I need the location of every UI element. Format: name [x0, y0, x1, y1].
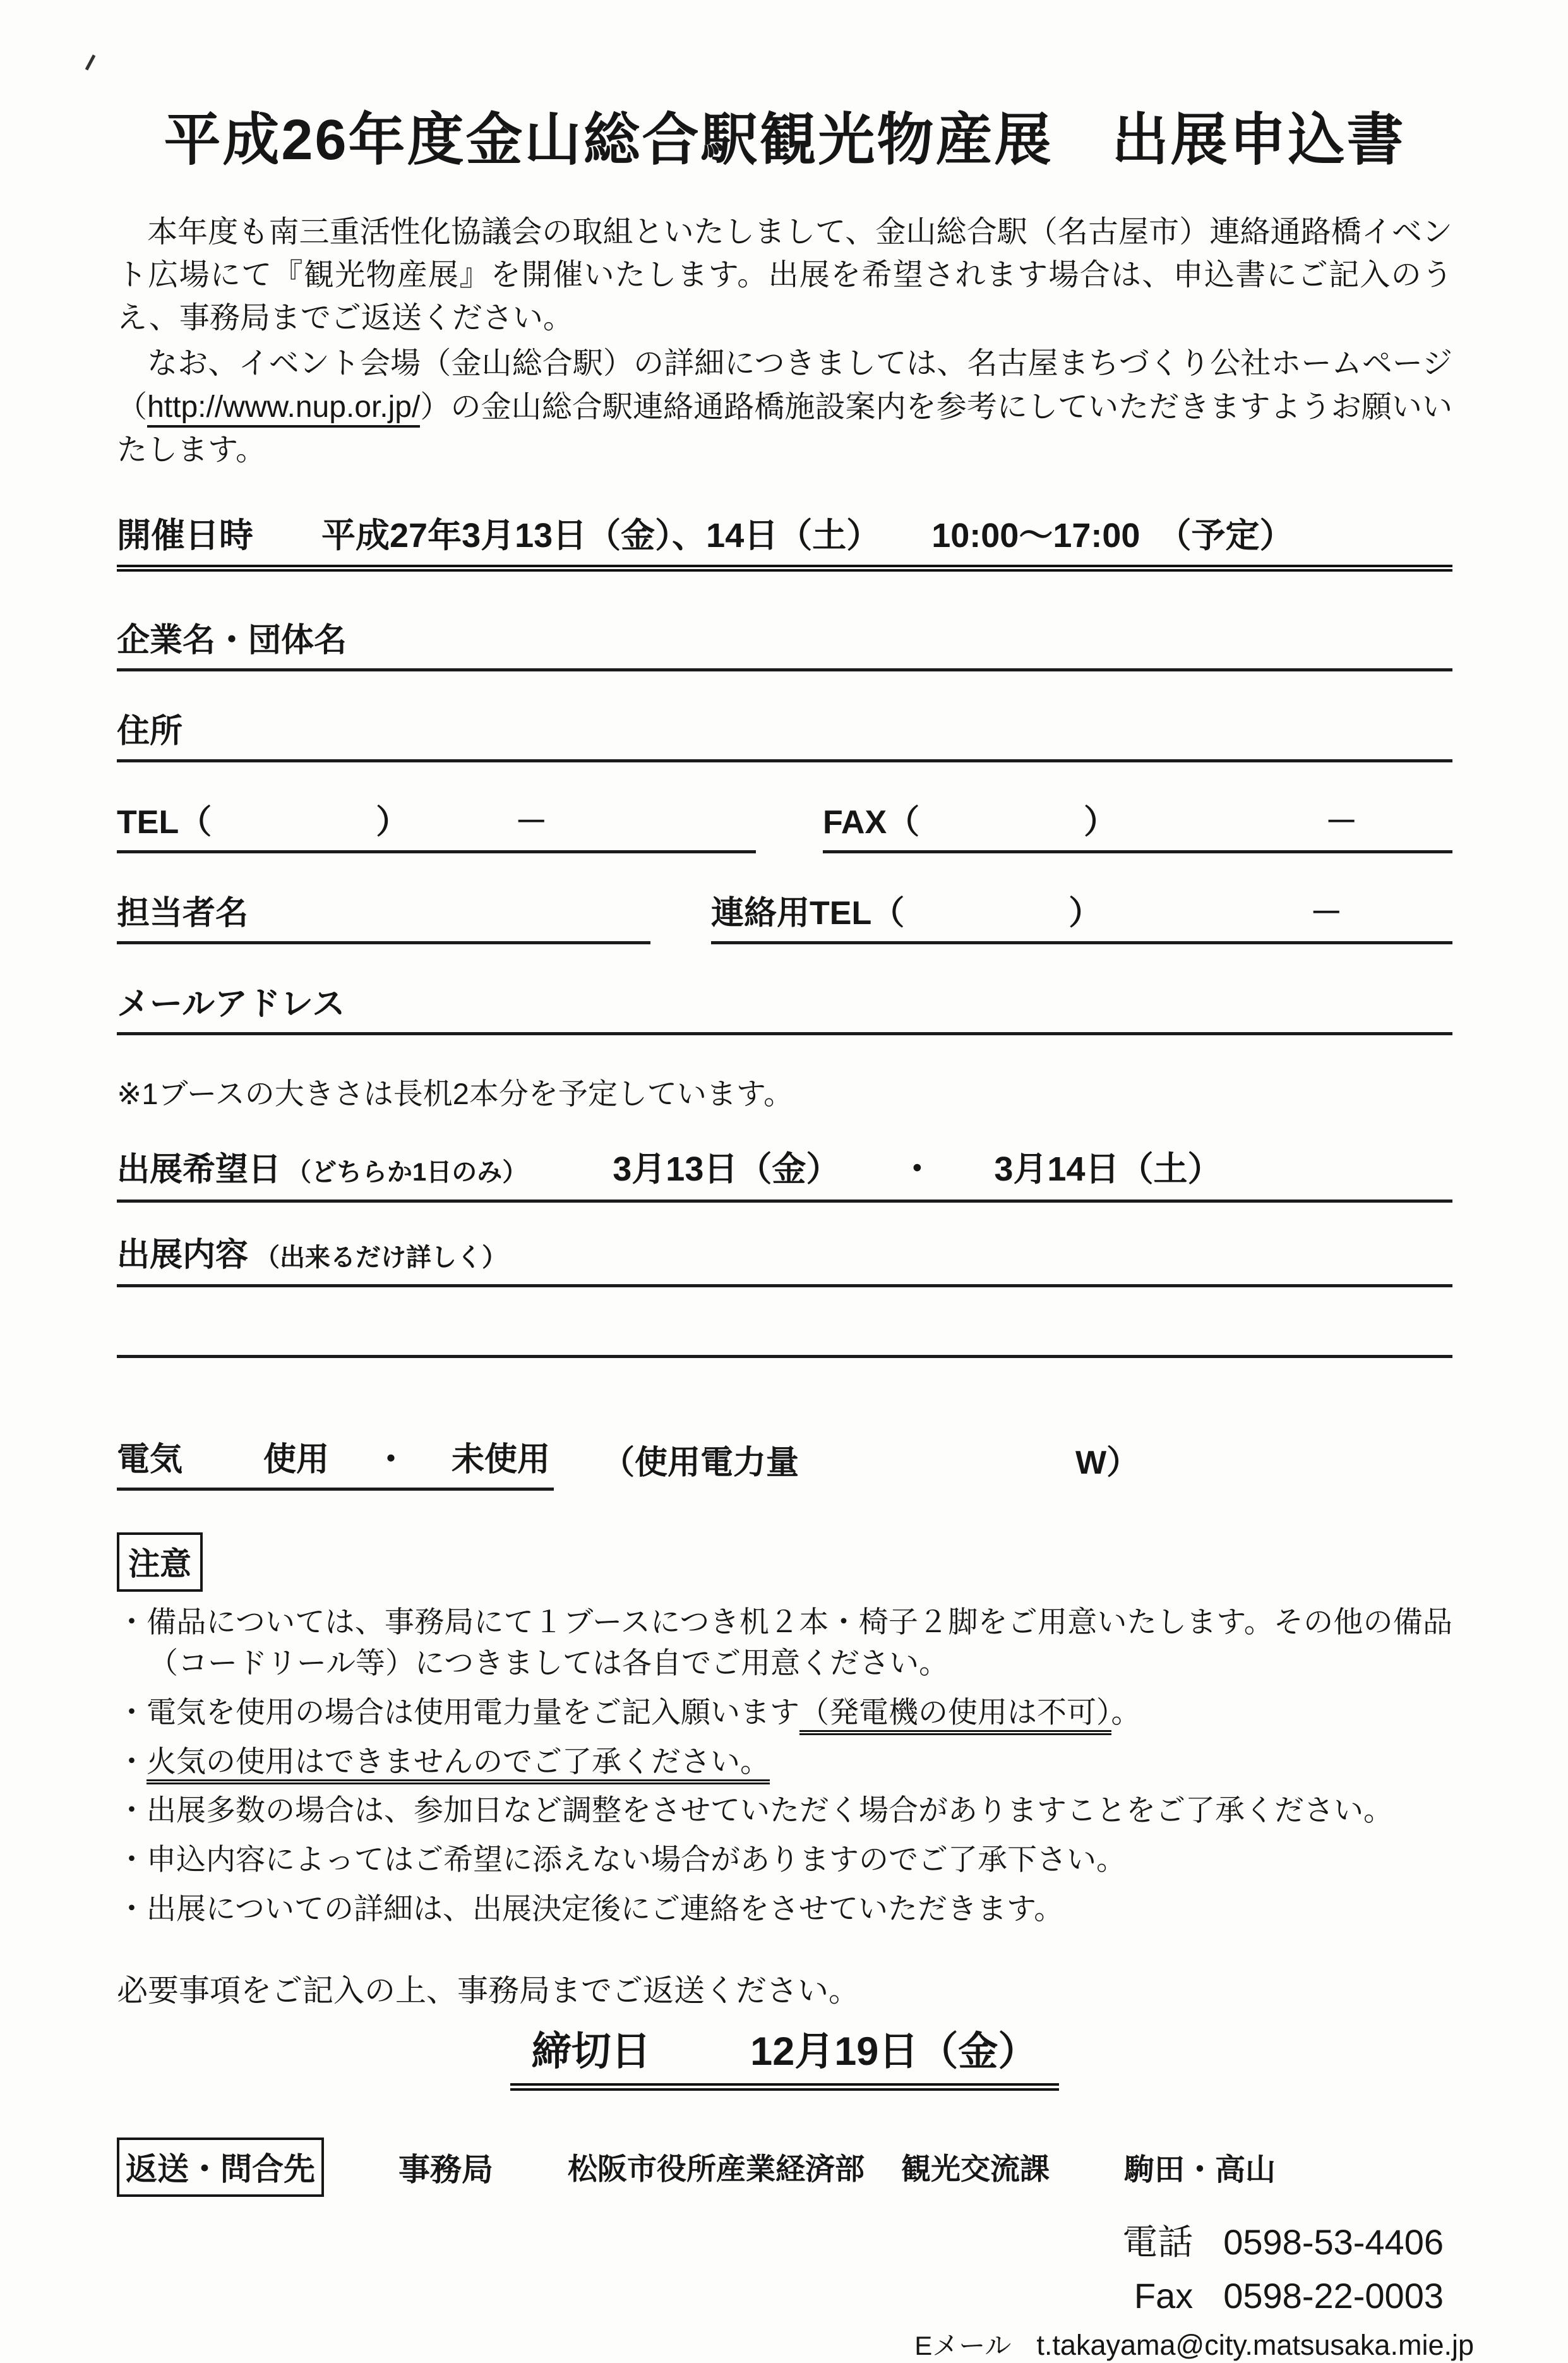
- notice-list: [117, 1602, 1452, 1930]
- deadline-value: 12月19日（金）: [750, 2029, 1038, 2074]
- person-name-field: [117, 886, 650, 944]
- return-contact-box-label: 返送・問合先: [117, 2138, 324, 2197]
- notice-item-5-text: 申込内容によってはご希望に添えない場合がありますのでご了承下さい。: [147, 1843, 1126, 1877]
- office-tel-label: 電話: [1122, 2222, 1194, 2262]
- exhibit-content-blank-line: [117, 1287, 1452, 1358]
- email-label: メールアドレス: [117, 985, 345, 1023]
- tel-field: [117, 795, 756, 853]
- electricity-option-no-use: 未使用: [452, 1441, 551, 1478]
- intro-paragraph-2-after: ）の金山総合駅連絡通路橋施設案内を参考にしていただきますようお願いいたします。: [117, 390, 1452, 467]
- exhibit-day-sublabel: （どちらか1日のみ）: [286, 1158, 528, 1186]
- intro-paragraph-2: [117, 342, 1452, 471]
- fax-dash: －: [1325, 803, 1358, 841]
- exhibit-content-label: 出展内容: [117, 1236, 249, 1273]
- person-contact-tel-row: [117, 886, 1452, 944]
- power-amount-unit: W）: [1075, 1444, 1140, 1481]
- deadline-section: [117, 2019, 1452, 2091]
- website-url: http://www.nup.or.jp/: [147, 390, 420, 428]
- notice-box-label: 注意: [117, 1532, 203, 1592]
- office-name: 事務局: [398, 2151, 493, 2187]
- fax-label: FAX（ ）: [823, 803, 1117, 841]
- bullet-marker: ・: [117, 1695, 147, 1729]
- notice-item-4: [117, 1790, 1452, 1831]
- notice-item-1: [117, 1602, 1452, 1684]
- notice-item-1-text: 備品については、事務局にて１ブースにつき机２本・椅子２脚をご用意いたします。その他の備品（コードリール等）につきましては各自でご用意ください。: [147, 1604, 1452, 1680]
- department-name: 松阪市役所産業経済部: [568, 2152, 865, 2186]
- exhibit-day-separator: ・: [900, 1150, 935, 1188]
- contact-tel-label: 連絡用TEL（ ）: [711, 894, 1102, 932]
- fax-field: [823, 795, 1452, 853]
- page-title: 平成26年度金山総合駅観光物産展 出展申込書: [164, 109, 1406, 172]
- exhibit-day-option-1: 3月13日（金）: [613, 1150, 841, 1188]
- event-datetime-label: 開催日時: [117, 516, 253, 555]
- electricity-separator: ・: [374, 1441, 408, 1478]
- office-email-line: [117, 2325, 1474, 2363]
- exhibit-day-label: 出展希望日: [117, 1151, 282, 1188]
- staff-names: 駒田・高山: [1124, 2153, 1276, 2187]
- bullet-marker: ・: [117, 1843, 147, 1877]
- contact-tel-field: [711, 886, 1452, 944]
- tel-dash: －: [515, 803, 548, 841]
- notice-item-3-emphasis: 火気の使用はできませんのでご了承ください。: [147, 1745, 770, 1784]
- deadline-label: 締切日: [531, 2029, 651, 2074]
- bullet-marker: ・: [117, 1744, 147, 1778]
- electricity-label: 電気: [117, 1441, 183, 1478]
- power-amount-label: （使用電力量: [602, 1444, 799, 1481]
- office-email-value: t.takayama@city.matsusaka.mie.jp: [1036, 2328, 1474, 2361]
- booth-size-note: ※1ブースの大きさは長机2本分を予定しています。: [117, 1076, 794, 1110]
- notice-item-5: [117, 1839, 1452, 1880]
- person-name-label: 担当者名: [117, 894, 249, 932]
- tel-fax-row: [117, 795, 1452, 853]
- event-datetime-row: [117, 508, 1452, 572]
- email-row: [117, 977, 1452, 1035]
- notice-item-2-emphasis: （発電機の使用は不可）: [799, 1695, 1111, 1735]
- intro-paragraph-1: [117, 211, 1452, 340]
- notice-item-2-period: 。: [1111, 1695, 1141, 1729]
- tel-label: TEL（ ）: [117, 803, 409, 841]
- company-name-row: [117, 613, 1452, 671]
- closing-note: 必要事項をご記入の上、事務局までご返送ください。: [117, 1973, 860, 2008]
- section-name: 観光交流課: [901, 2152, 1050, 2186]
- office-tel-value: 0598-53-4406: [1223, 2222, 1444, 2262]
- electricity-row: [117, 1433, 1452, 1491]
- exhibit-day-row: [117, 1142, 1452, 1203]
- exhibit-content-sublabel: （出来るだけ詳しく）: [254, 1243, 508, 1272]
- notice-item-2-text: 電気を使用の場合は使用電力量をご記入願います: [147, 1695, 799, 1729]
- notice-item-6-text: 出展についての詳細は、出展決定後にご連絡をさせていただきます。: [147, 1892, 1064, 1926]
- notice-item-2: [117, 1692, 1452, 1733]
- deadline: [510, 2019, 1060, 2091]
- bullet-marker: ・: [117, 1604, 147, 1638]
- contact-tel-dash: －: [1310, 894, 1343, 932]
- office-tel-line: [117, 2215, 1452, 2265]
- event-datetime-value: 平成27年3月13日（金）、14日（土） 10:00～17:00 （予定）: [321, 516, 1294, 555]
- company-name-label: 企業名・団体名: [117, 622, 347, 659]
- exhibit-content-row: [117, 1228, 1452, 1287]
- exhibit-day-option-2: 3月14日（土）: [994, 1150, 1222, 1188]
- bullet-marker: ・: [117, 1892, 147, 1926]
- office-fax-label: Fax: [1134, 2275, 1194, 2316]
- address-label: 住所: [117, 713, 183, 750]
- office-fax-line: [117, 2275, 1452, 2316]
- electricity-option-use: 使用: [263, 1441, 330, 1478]
- electricity-choice: [117, 1433, 554, 1491]
- return-contact-row: [117, 2138, 1452, 2197]
- notice-item-6: [117, 1889, 1452, 1930]
- office-fax-value: 0598-22-0003: [1223, 2275, 1444, 2316]
- bullet-marker: ・: [117, 1793, 147, 1827]
- notice-item-3: [117, 1741, 1452, 1783]
- office-email-label: Eメール: [914, 2330, 1012, 2360]
- notice-item-4-text: 出展多数の場合は、参加日など調整をさせていただく場合がありますことをご了承ください。: [147, 1793, 1393, 1827]
- intro-paragraph-2-before: なお、イベント会場（金山総合駅）の詳細につきましては、名古屋まちづくり公社ホームページ（: [117, 347, 1452, 424]
- intro-paragraph-1-text: 本年度も南三重活性化協議会の取組といたしまして、金山総合駅（名古屋市）連絡通路橋イベント広場にて『観光物産展』を開催いたします。出展を希望されます場合は、申込書にご記入のうえ、事務局までご返送ください。: [117, 215, 1452, 335]
- address-row: [117, 704, 1452, 762]
